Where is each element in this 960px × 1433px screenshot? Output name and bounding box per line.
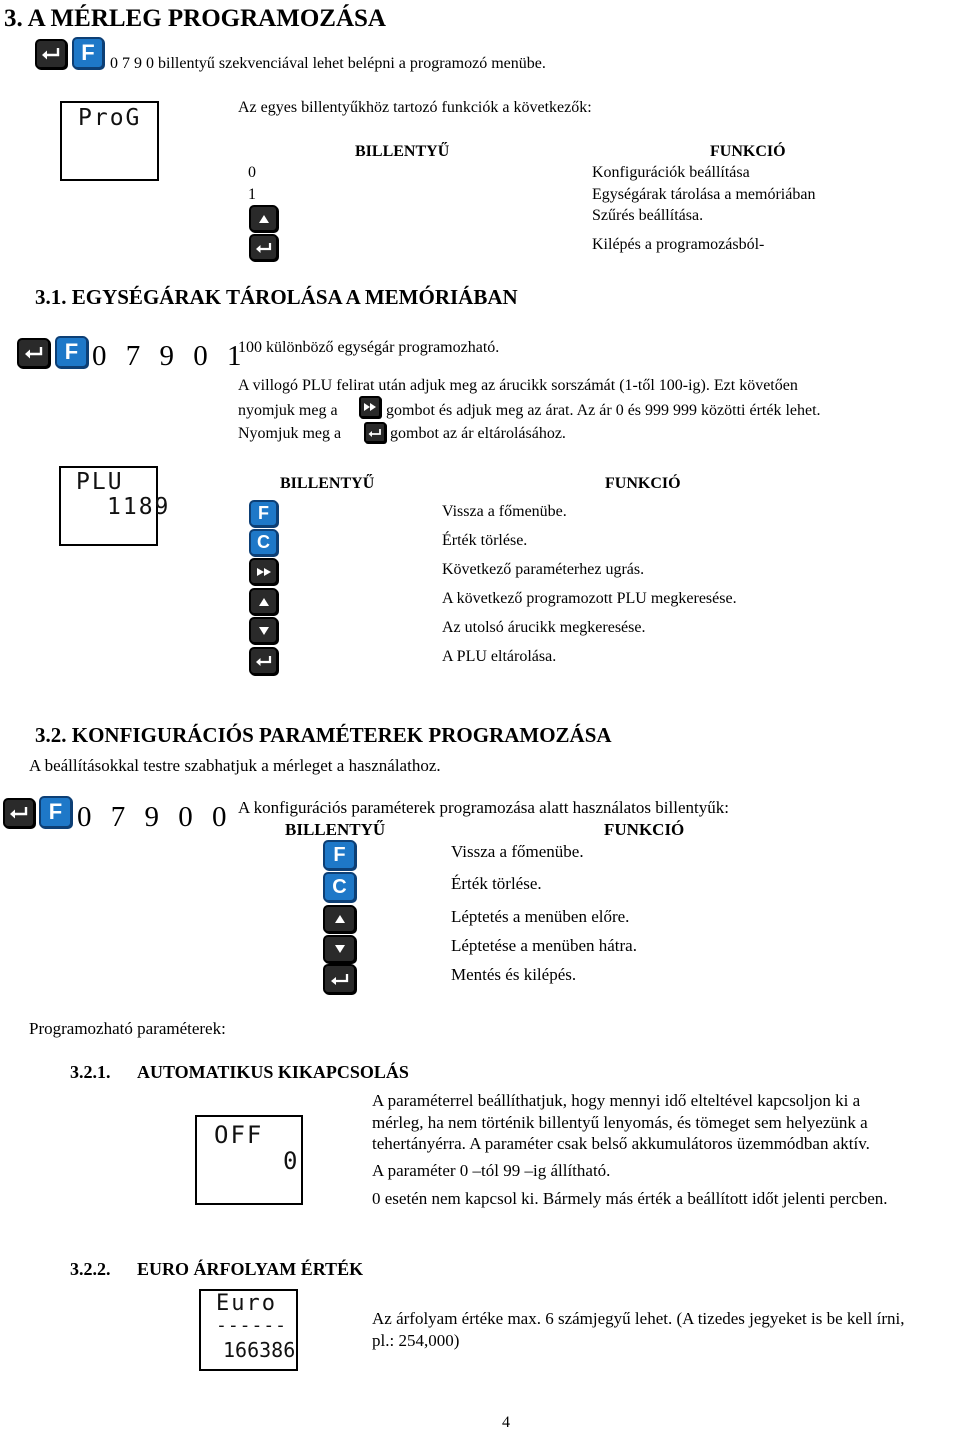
paragraph-text: A konfigurációs paraméterek programozása alatt használatos billentyűk:	[238, 798, 729, 817]
paragraph-text: Az árfolyam értéke max. 6 számjegyű lehet. (A tizedes jegyeket is be kell írni,	[372, 1309, 905, 1328]
function-text: Konfigurációk beállítása	[592, 164, 750, 181]
paragraph-text: mérleg, ha nem történik billentyű lenyomás, és tömeget sem helyezünk a	[372, 1113, 868, 1132]
paragraph-text: pl.: 254,000)	[372, 1331, 460, 1350]
enter-key-icon	[3, 798, 35, 828]
function-text: Érték törlése.	[442, 532, 528, 549]
function-text: Érték törlése.	[451, 874, 542, 893]
function-text: Vissza a főmenübe.	[442, 503, 567, 520]
column-header-function: FUNKCIÓ	[605, 475, 681, 492]
f-key-icon: F	[323, 840, 356, 870]
off-display: OFF 0	[195, 1115, 303, 1205]
function-text: A következő programozott PLU megkeresése.	[442, 590, 737, 607]
function-text: Az utolsó árucikk megkeresése.	[442, 619, 646, 636]
key-label-1: 1	[248, 186, 256, 203]
function-text: Mentés és kilépés.	[451, 965, 577, 984]
paragraph-text: A paraméterrel beállíthatjuk, hogy mennyi idő elteltével kapcsoljon ki a	[372, 1091, 861, 1110]
entry-sequence: 0 7 9 0 0	[77, 801, 233, 833]
column-header-key: BILLENTYŰ	[285, 820, 386, 839]
down-arrow-key-icon	[249, 617, 278, 644]
paragraph-text: A villogó PLU felirat után adjuk meg az árucikk sorszámát (1-től 100-ig). Ezt követően	[238, 377, 798, 394]
function-table-intro: Az egyes billentyűkhöz tartozó funkciók a következők:	[238, 99, 592, 116]
key-label-0: 0	[248, 164, 256, 181]
programmable-parameters-label: Programozható paraméterek:	[29, 1019, 226, 1038]
paragraph-text: A paraméter 0 –tól 99 –ig állítható.	[372, 1161, 611, 1180]
up-arrow-key-icon	[249, 205, 278, 232]
page-number: 4	[502, 1414, 510, 1431]
paragraph-text: gombot és adjuk meg az árat. Az ár 0 és 999 999 közötti érték lehet.	[386, 402, 821, 419]
function-text: Léptetése a menüben hátra.	[451, 936, 637, 955]
paragraph-text: tehertányérra. A paraméter csak belső akkumulátoros üzemmódban aktív.	[372, 1134, 870, 1153]
paragraph-text: Nyomjuk meg a	[238, 425, 342, 442]
entry-sequence: 0 7 9 0 1	[92, 340, 248, 372]
paragraph-text: nyomjuk meg a	[238, 402, 338, 419]
enter-key-icon	[249, 234, 278, 261]
section-3-2-2-title: EURO ÁRFOLYAM ÉRTÉK	[137, 1259, 364, 1279]
fast-forward-key-icon	[359, 396, 381, 418]
c-key-icon: C	[249, 529, 278, 556]
section-3-heading: 3. A MÉRLEG PROGRAMOZÁSA	[4, 5, 386, 32]
function-text: Következő paraméterhez ugrás.	[442, 561, 645, 578]
function-text: Egységárak tárolása a memóriában	[592, 186, 816, 203]
function-text: Vissza a főmenübe.	[451, 842, 584, 861]
function-text: A PLU eltárolása.	[442, 648, 557, 665]
f-key-icon: F	[39, 796, 72, 828]
enter-key-icon	[35, 39, 67, 69]
prog-display: ProG	[60, 101, 159, 181]
function-text: Szűrés beállítása.	[592, 207, 704, 224]
section-3-2-1-title: AUTOMATIKUS KIKAPCSOLÁS	[137, 1062, 409, 1082]
up-arrow-key-icon	[323, 905, 356, 933]
c-key-icon: C	[323, 872, 356, 902]
fast-forward-key-icon	[249, 558, 278, 585]
column-header-function: FUNKCIÓ	[604, 820, 685, 839]
column-header-key: BILLENTYŰ	[280, 475, 375, 492]
column-header-key: BILLENTYŰ	[355, 143, 450, 160]
section-3-2-heading: 3.2. KONFIGURÁCIÓS PARAMÉTEREK PROGRAMOZÁSA	[35, 723, 612, 747]
enter-key-icon	[364, 422, 386, 443]
function-text: Kilépés a programozásból-	[592, 236, 765, 253]
section-3-2-2-number: 3.2.2.	[70, 1259, 111, 1279]
column-header-function: FUNKCIÓ	[710, 143, 786, 160]
f-key-icon: F	[72, 37, 104, 69]
section-3-2-1-number: 3.2.1.	[70, 1062, 111, 1082]
f-key-icon: F	[55, 336, 88, 368]
euro-display: Euro ------ 166386	[199, 1289, 298, 1371]
section-3-1-heading: 3.1. EGYSÉGÁRAK TÁROLÁSA A MEMÓRIÁBAN	[35, 285, 518, 309]
paragraph-text: 0 esetén nem kapcsol ki. Bármely más érték a beállított időt jelenti percben.	[372, 1189, 888, 1208]
enter-key-icon	[323, 964, 356, 994]
function-text: Léptetés a menüben előre.	[451, 907, 630, 926]
enter-key-icon	[17, 338, 50, 368]
f-key-icon: F	[249, 500, 278, 527]
down-arrow-key-icon	[323, 935, 356, 963]
enter-key-icon	[249, 647, 278, 675]
up-arrow-key-icon	[249, 588, 278, 615]
intro-sequence-text: 0 7 9 0 billentyű szekvenciával lehet belépni a programozó menübe.	[110, 55, 546, 72]
plu-display: PLU 1189	[59, 466, 158, 546]
paragraph-text: 100 különböző egységár programozható.	[238, 339, 500, 356]
section-subtitle: A beállításokkal testre szabhatjuk a mérleget a használathoz.	[29, 756, 441, 775]
paragraph-text: gombot az ár eltárolásához.	[390, 425, 566, 442]
